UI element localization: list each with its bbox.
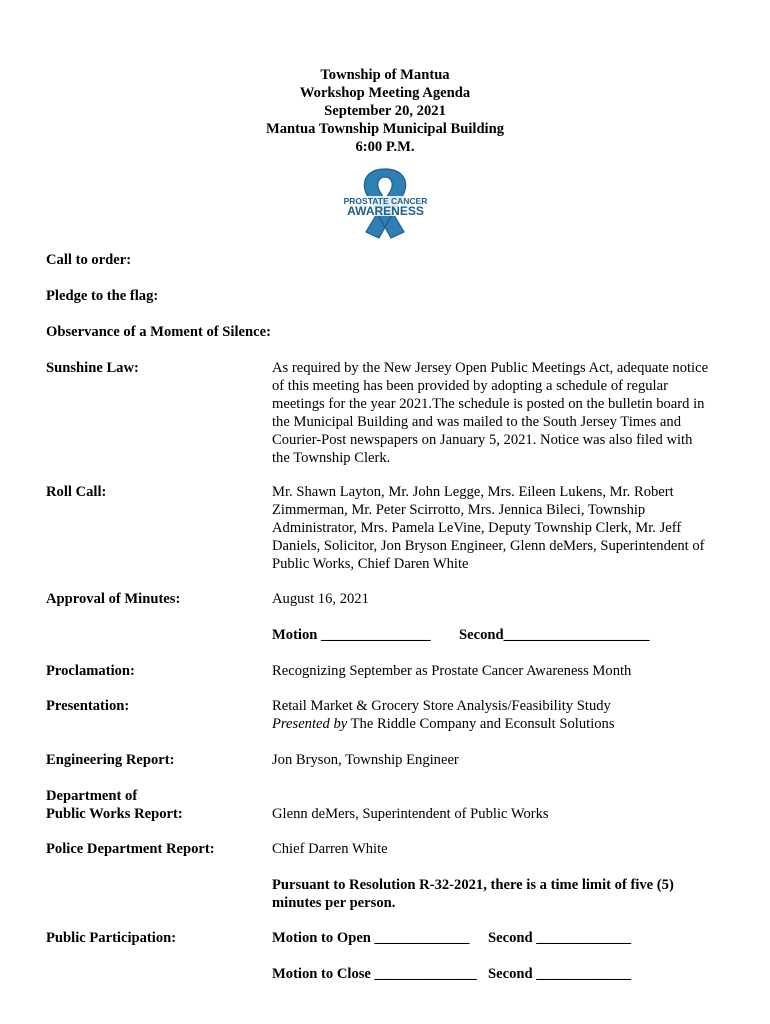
engineering-label: Engineering Report: xyxy=(46,752,175,768)
roll-call-line: Public Works, Chief Daren White xyxy=(272,556,469,572)
dpw-label-line: Public Works Report: xyxy=(46,806,183,822)
roll-call-line: Mr. Shawn Layton, Mr. John Legge, Mrs. Eileen Lukens, Mr. Robert xyxy=(272,484,674,500)
meeting-location: Mantua Township Municipal Building xyxy=(265,121,505,137)
sunshine-line: the Township Clerk. xyxy=(272,450,391,466)
logo-text-bottom: AWARENESS xyxy=(347,204,424,218)
open-second: Second _____________ xyxy=(488,930,632,946)
dpw-text: Glenn deMers, Superintendent of Public Works xyxy=(272,806,549,822)
close-motion-group xyxy=(272,965,732,983)
motion-to-close: Motion to Close ______________ xyxy=(272,966,477,982)
open-motion-group xyxy=(272,929,732,947)
meeting-type: Workshop Meeting Agenda xyxy=(299,85,471,101)
close-second: Second _____________ xyxy=(488,966,632,982)
township-name: Township of Mantua xyxy=(320,67,450,83)
proclamation-text: Recognizing September as Prostate Cancer Awareness Month xyxy=(272,663,632,679)
proclamation-label: Proclamation: xyxy=(46,663,135,679)
presentation-title: Retail Market & Grocery Store Analysis/Feasibility Study xyxy=(272,698,611,714)
presented-by: Presented by xyxy=(272,716,348,732)
logo-text-top: PROSTATE CANCER xyxy=(343,196,428,206)
call-to-order-label: Call to order: xyxy=(46,252,132,268)
pledge-label: Pledge to the flag: xyxy=(46,288,159,304)
minutes-motion-group xyxy=(272,626,732,644)
sunshine-text xyxy=(272,359,732,467)
minutes-date: August 16, 2021 xyxy=(272,591,369,607)
police-label: Police Department Report: xyxy=(46,841,215,857)
agenda-header xyxy=(0,66,770,156)
sunshine-line: of this meeting has been provided by adopting a schedule of regular xyxy=(272,378,668,394)
roll-call-line: Administrator, Mrs. Pamela LeVine, Deputy Township Clerk, Mr. Jeff xyxy=(272,520,682,536)
roll-call-label: Roll Call: xyxy=(46,484,107,500)
roll-call-text xyxy=(272,483,732,573)
resolution-text xyxy=(272,876,732,912)
presentation-text xyxy=(272,697,732,733)
minutes-motion: Motion _______________ xyxy=(272,627,431,643)
sunshine-line: the Municipal Building and was mailed to the South Jersey Times and xyxy=(272,414,681,430)
public-participation-label: Public Participation: xyxy=(46,930,177,946)
silence-label: Observance of a Moment of Silence: xyxy=(46,324,271,340)
presentation-label: Presentation: xyxy=(46,698,130,714)
dpw-label xyxy=(46,787,266,823)
meeting-date: September 20, 2021 xyxy=(324,103,446,119)
prostate-cancer-awareness-logo xyxy=(328,166,443,240)
roll-call-line: Zimmerman, Mr. Peter Scirrotto, Mrs. Jennica Bileci, Township xyxy=(272,502,646,518)
police-text: Chief Darren White xyxy=(272,841,388,857)
minutes-label: Approval of Minutes: xyxy=(46,591,181,607)
sunshine-label: Sunshine Law: xyxy=(46,360,139,376)
sunshine-line: Courier-Post newspapers on January 5, 2021. Notice was also filed with xyxy=(272,432,693,448)
sunshine-line: meetings for the year 2021.The schedule is posted on the bulletin board in xyxy=(272,396,705,412)
presenter-names: The Riddle Company and Econsult Solutions xyxy=(347,716,615,732)
resolution-line: Pursuant to Resolution R-32-2021, there is a time limit of five (5) xyxy=(272,877,674,893)
presentation-presenter xyxy=(272,715,732,733)
dpw-label-line: Department of xyxy=(46,788,138,804)
minutes-second: Second____________________ xyxy=(459,627,650,643)
motion-to-open: Motion to Open _____________ xyxy=(272,930,470,946)
meeting-time: 6:00 P.M. xyxy=(355,139,415,155)
resolution-line: minutes per person. xyxy=(272,895,396,911)
roll-call-line: Daniels, Solicitor, Jon Bryson Engineer, Glenn deMers, Superintendent of xyxy=(272,538,705,554)
sunshine-line: As required by the New Jersey Open Public Meetings Act, adequate notice xyxy=(272,360,709,376)
engineering-text: Jon Bryson, Township Engineer xyxy=(272,752,459,768)
